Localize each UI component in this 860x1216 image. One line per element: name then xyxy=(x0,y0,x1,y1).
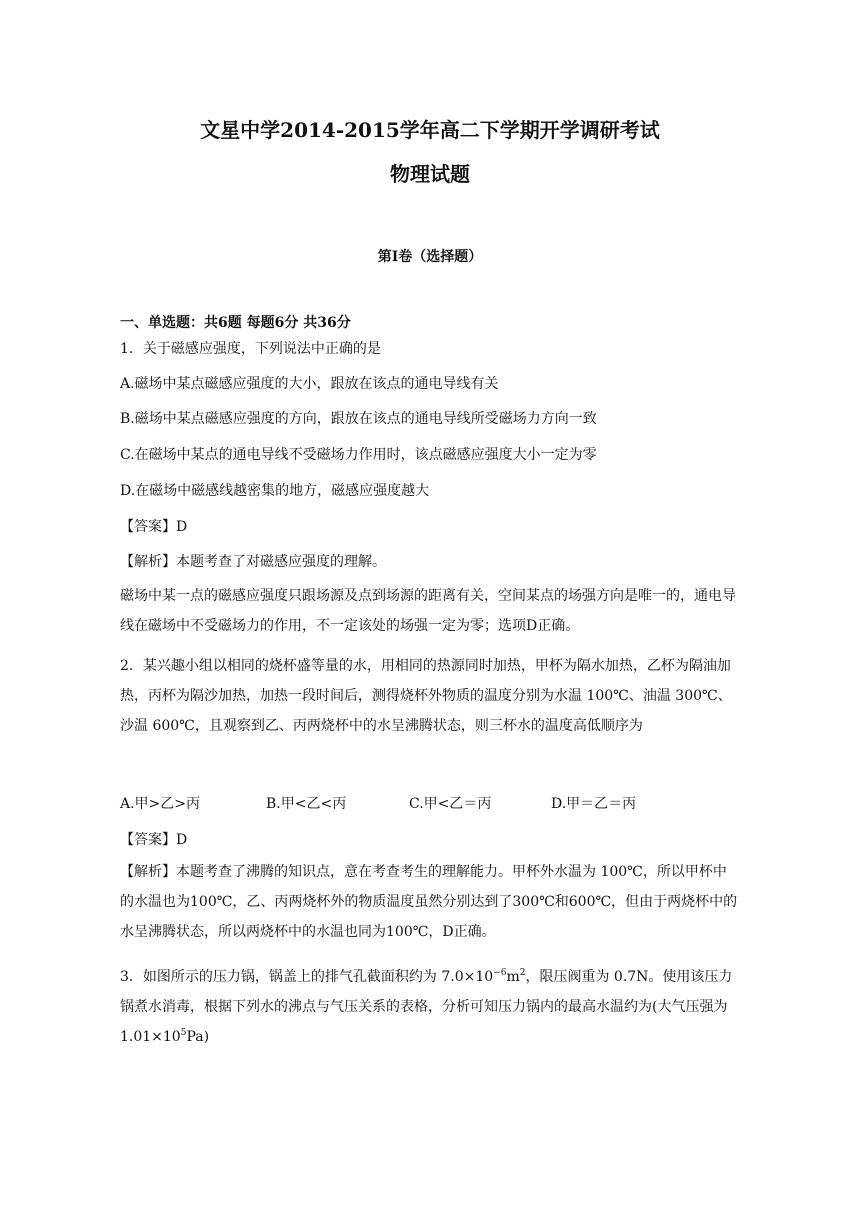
question-2-analysis: 【解析】本题考查了沸腾的知识点，意在考查考生的理解能力。甲杯外水温为 100℃，所以甲杯中的水温也为100℃，乙、丙两烧杯外的物质温度虽然分别达到了300℃和600℃，但由于两烧杯中的水呈沸腾状态，所以两烧杯中的水温也同为100℃，D正确。 xyxy=(120,864,738,940)
section-heading: 一、单选题：共6题 每题6分 共36分 xyxy=(120,315,351,331)
question-2-option-d: D.甲＝乙＝丙 xyxy=(551,796,637,812)
question-2-option-a: A.甲>乙>丙 xyxy=(120,796,201,812)
question-3-stem-part4: Pa) xyxy=(186,1029,210,1045)
question-1-option-d: D.在磁场中磁感线越密集的地方，磁感应强度越大 xyxy=(120,483,430,499)
question-3-exponent-3: 5 xyxy=(180,1028,187,1038)
question-1-stem: 1．关于磁感应强度，下列说法中正确的是 xyxy=(120,341,381,357)
volume-heading: 第Ⅰ卷（选择题） xyxy=(377,249,483,265)
question-1-answer: 【答案】D xyxy=(120,519,188,535)
question-3-exponent-1: −6 xyxy=(493,968,507,978)
question-3-stem-part1: 3．如图所示的压力锅，锅盖上的排气孔截面积约为 7.0×10 xyxy=(120,969,494,985)
question-2-option-c: C.甲<乙＝丙 xyxy=(409,796,492,812)
question-2-option-b: B.甲<乙<丙 xyxy=(266,796,347,812)
question-2-stem: 2．某兴趣小组以相同的烧杯盛等量的水，用相同的热源同时加热，甲杯为隔水加热，乙杯为隔油加热，丙杯为隔沙加热，加热一段时间后，测得烧杯外物质的温度分别为水温 100℃、油温 300℃、沙温 600℃，且观察到乙、丙两烧杯中的水呈沸腾状态，则三杯水的温度高低顺序为 xyxy=(120,658,732,734)
exam-title: 文星中学2014-2015学年高二下学期开学调研考试 xyxy=(200,118,660,142)
subject-title: 物理试题 xyxy=(390,162,470,186)
question-3-stem-part2: m xyxy=(506,969,520,985)
question-1-option-c: C.在磁场中某点的通电导线不受磁场力作用时，该点磁感应强度大小一定为零 xyxy=(120,447,597,463)
question-3-stem-part3: ，限压阀重为 0.7N。使用该压力锅煮水消毒，根据下列水的沸点与气压关系的表格，分析可知压力锅内的最高水温约为(大气压强为 1.01×10 xyxy=(120,969,733,1045)
question-1-option-a: A.磁场中某点磁感应强度的大小，跟放在该点的通电导线有关 xyxy=(120,376,499,392)
question-3-exponent-2: 2 xyxy=(519,968,526,978)
question-1-analysis-intro: 【解析】本题考查了对磁感应强度的理解。 xyxy=(120,554,386,570)
question-1-analysis-body: 磁场中某一点的磁感应强度只跟场源及点到场源的距离有关，空间某点的场强方向是唯一的，通电导线在磁场中不受磁场力的作用，不一定该处的场强一定为零；选项D正确。 xyxy=(120,588,736,634)
question-1-option-b: B.磁场中某点磁感应强度的方向，跟放在该点的通电导线所受磁场力方向一致 xyxy=(120,411,597,427)
question-2-answer: 【答案】D xyxy=(120,832,188,848)
question-3-stem xyxy=(120,962,740,1052)
